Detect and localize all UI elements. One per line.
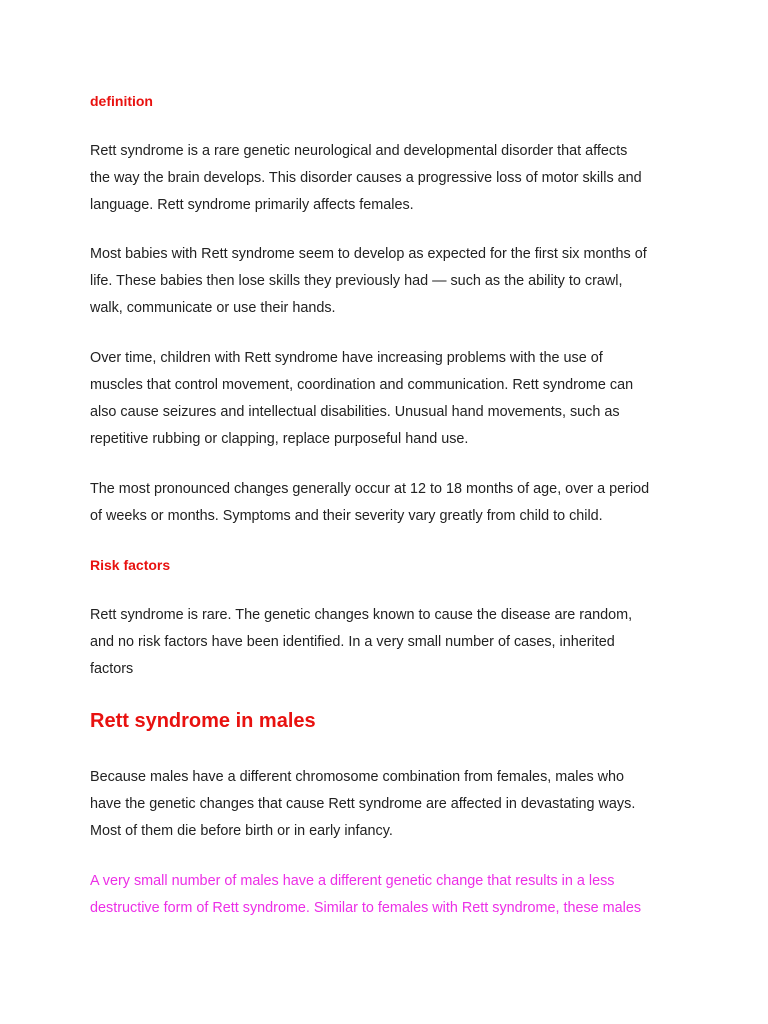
text-line: Over time, children with Rett syndrome have increasing problems with the use of bbox=[90, 350, 603, 366]
paragraph-males-1 bbox=[90, 764, 635, 845]
paragraph-definition-3 bbox=[90, 345, 633, 453]
text-line: Most of them die before birth or in early infancy. bbox=[90, 823, 393, 839]
text-line: and no risk factors have been identified. In a very small number of cases, inherited bbox=[90, 634, 615, 650]
text-line: repetitive rubbing or clapping, replace purposeful hand use. bbox=[90, 431, 469, 447]
text-line: life. These babies then lose skills they previously had — such as the ability to crawl, bbox=[90, 273, 623, 289]
text-line: Most babies with Rett syndrome seem to develop as expected for the first six months of bbox=[90, 246, 647, 262]
heading-rett-syndrome-in-males: Rett syndrome in males bbox=[90, 710, 316, 732]
text-line: muscles that control movement, coordination and communication. Rett syndrome can bbox=[90, 377, 634, 393]
heading-definition: definition bbox=[90, 93, 153, 109]
text-line: Rett syndrome is a rare genetic neurological and developmental disorder that affects bbox=[90, 143, 628, 159]
text-line: also cause seizures and intellectual disabilities. Unusual hand movements, such as bbox=[90, 404, 620, 420]
text-line: The most pronounced changes generally occur at 12 to 18 months of age, over a period bbox=[90, 481, 650, 497]
paragraph-definition-4 bbox=[90, 476, 649, 530]
text-line: have the genetic changes that cause Rett syndrome are affected in devastating ways. bbox=[90, 796, 636, 812]
text-line: walk, communicate or use their hands. bbox=[90, 300, 336, 316]
paragraph-definition-1 bbox=[90, 138, 642, 219]
text-line: the way the brain develops. This disorder causes a progressive loss of motor skills and bbox=[90, 170, 642, 186]
text-line: Because males have a different chromosome combination from females, males who bbox=[90, 769, 625, 785]
text-line: Rett syndrome is rare. The genetic changes known to cause the disease are random, bbox=[90, 607, 633, 623]
paragraph-risk-factors-1 bbox=[90, 602, 632, 683]
paragraph-males-2-highlighted bbox=[90, 868, 641, 922]
paragraph-definition-2 bbox=[90, 241, 647, 322]
text-line: language. Rett syndrome primarily affects females. bbox=[90, 197, 414, 213]
text-line: of weeks or months. Symptoms and their severity vary greatly from child to child. bbox=[90, 508, 603, 524]
text-line: destructive form of Rett syndrome. Similar to females with Rett syndrome, these males bbox=[90, 900, 642, 916]
text-line: factors bbox=[90, 661, 134, 677]
heading-risk-factors: Risk factors bbox=[90, 557, 171, 573]
text-line: A very small number of males have a different genetic change that results in a less bbox=[90, 873, 615, 889]
